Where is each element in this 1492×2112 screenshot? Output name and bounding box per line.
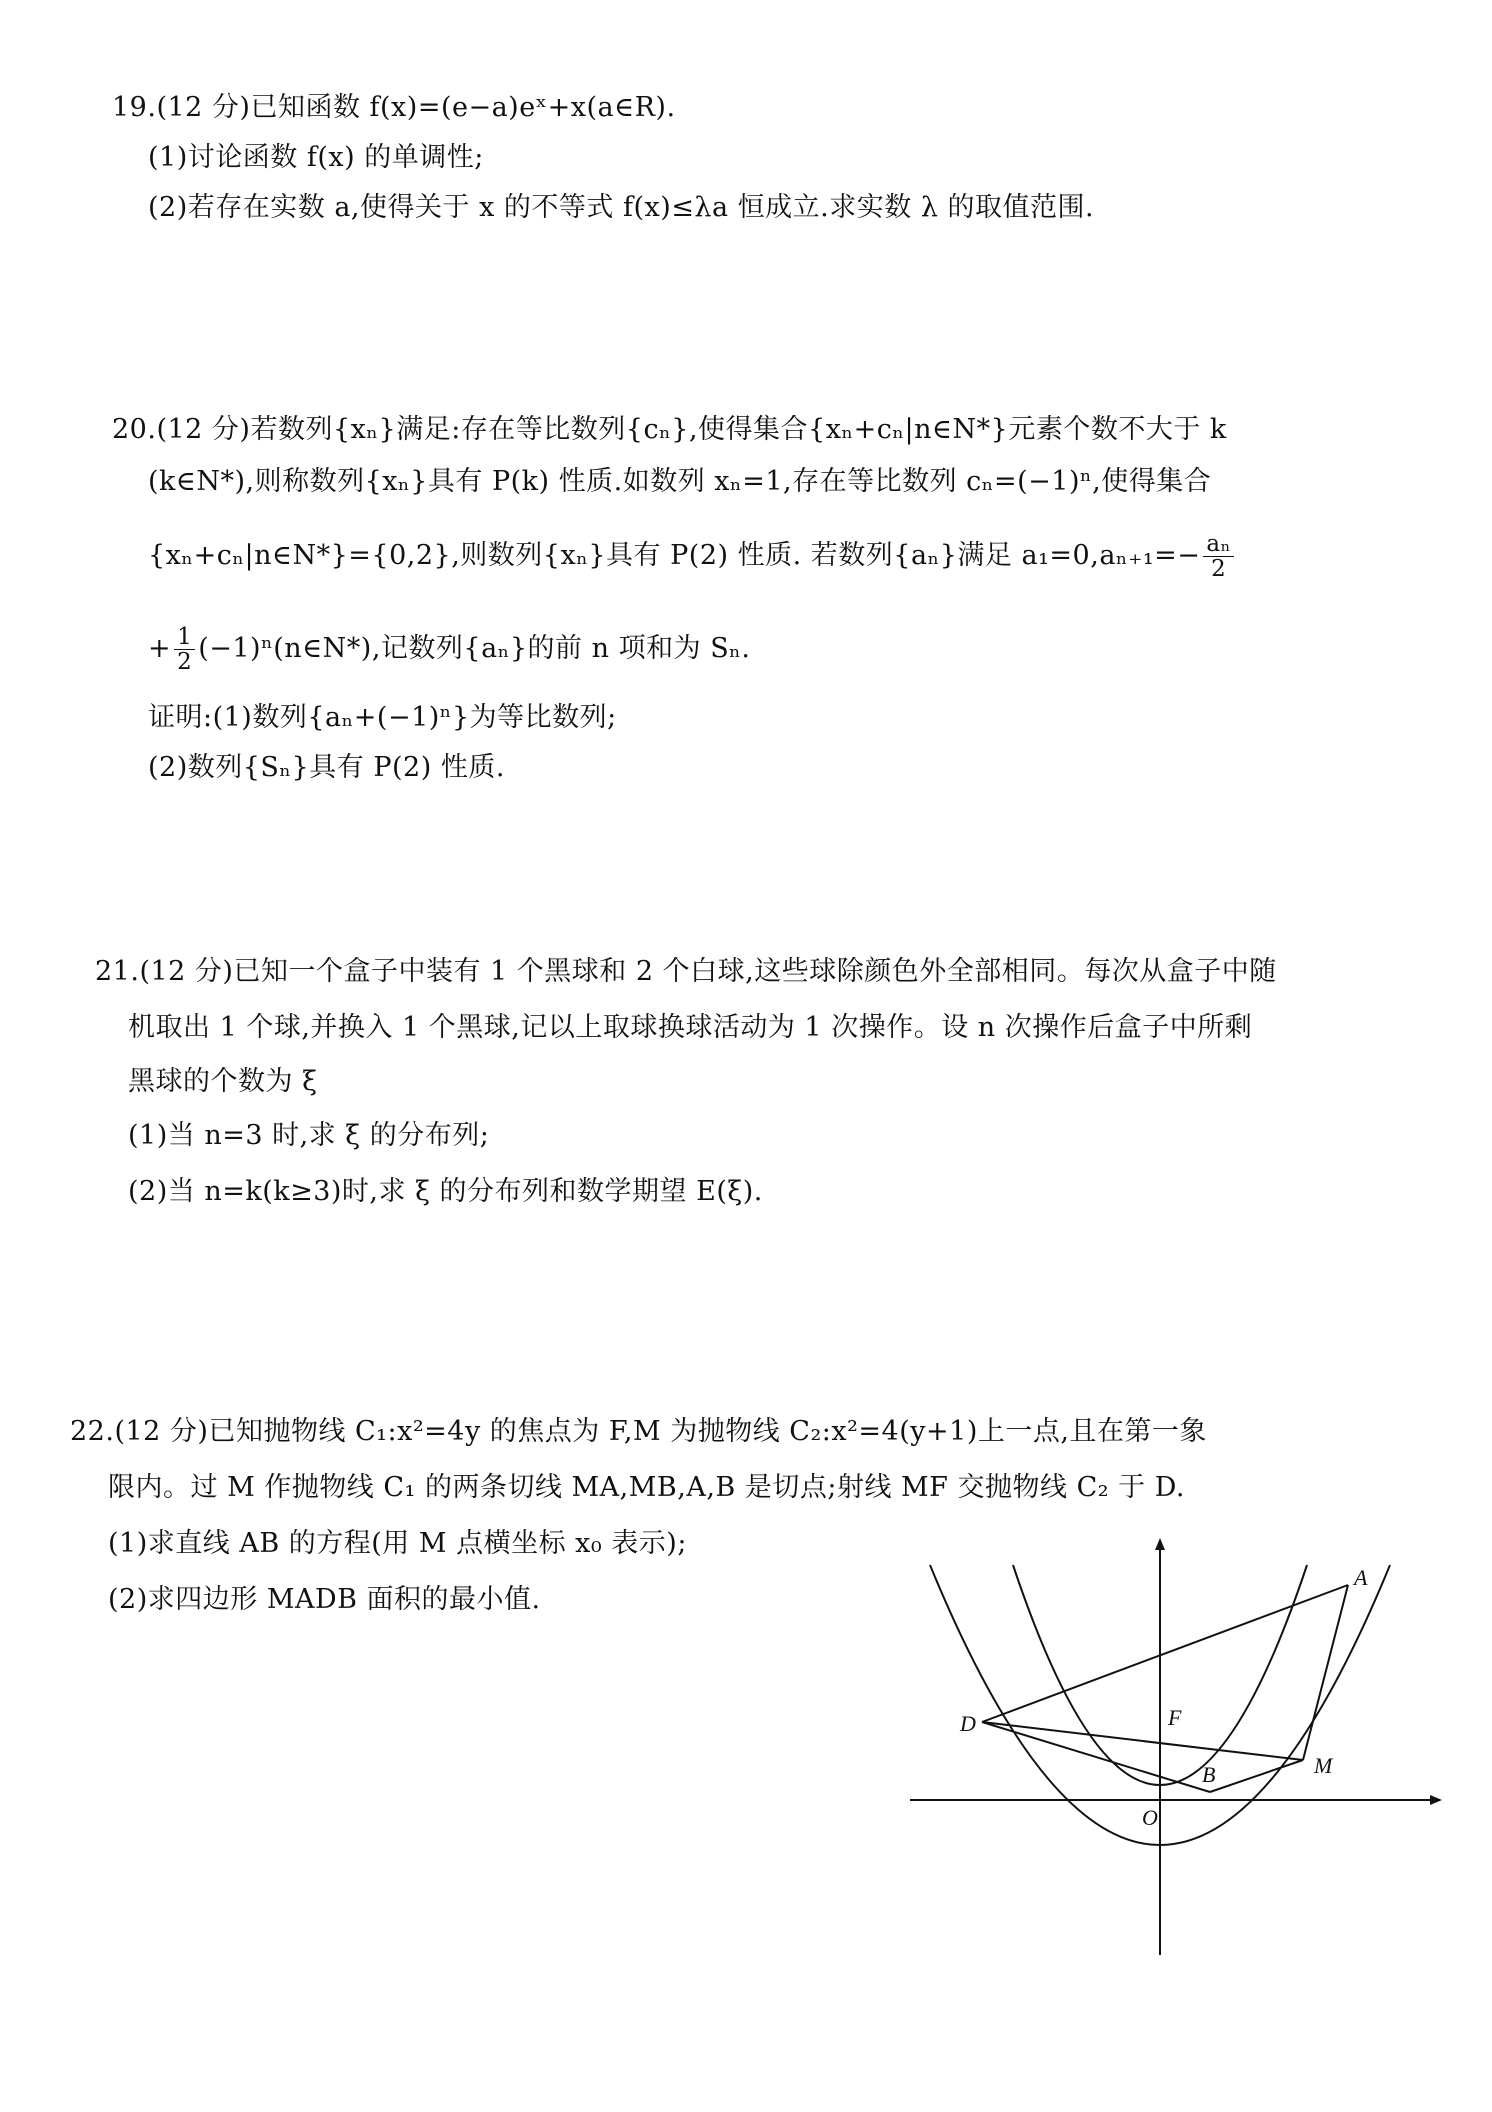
q19-line-2: (1)讨论函数 f(x) 的单调性; xyxy=(148,142,484,173)
q19-line-1: 19.(12 分)已知函数 f(x)=(e−a)eˣ+x(a∈R). xyxy=(112,92,676,123)
segment-bm xyxy=(1210,1760,1303,1792)
label-d: D xyxy=(960,1711,976,1736)
q20-line-3-text: {xₙ+cₙ|n∈N*}={0,2},则数列{xₙ}具有 P(2) 性质. 若数列{aₙ}满足 a₁=0,aₙ₊₁=− xyxy=(148,540,1201,572)
q20-line-2: (k∈N*),则称数列{xₙ}具有 P(k) 性质.如数列 xₙ=1,存在等比数列 cₙ=(−1)ⁿ,使得集合 xyxy=(148,466,1212,497)
q20-line-4-text: (−1)ⁿ(n∈N*),记数列{aₙ}的前 n 项和为 Sₙ. xyxy=(198,633,751,665)
fraction-numerator: aₙ xyxy=(1203,532,1234,557)
label-b: B xyxy=(1202,1762,1216,1787)
fraction-denominator: 2 xyxy=(1211,556,1227,583)
q20-line-5: 证明:(1)数列{aₙ+(−1)ⁿ}为等比数列; xyxy=(148,702,617,733)
q22-line-2: 限内。过 M 作抛物线 C₁ 的两条切线 MA,MB,A,B 是切点;射线 MF 交抛物线 C₂ 于 D. xyxy=(108,1472,1185,1503)
segment-db xyxy=(982,1722,1210,1792)
label-f: F xyxy=(1168,1705,1182,1730)
q21-line-4: (1)当 n=3 时,求 ξ 的分布列; xyxy=(128,1120,490,1151)
parabola-figure xyxy=(910,1535,1450,1965)
label-o: O xyxy=(1142,1805,1158,1830)
q22-line-3: (1)求直线 AB 的方程(用 M 点横坐标 x₀ 表示); xyxy=(108,1528,687,1559)
q21-line-5: (2)当 n=k(k≥3)时,求 ξ 的分布列和数学期望 E(ξ). xyxy=(128,1176,763,1207)
q20-line-6: (2)数列{Sₙ}具有 P(2) 性质. xyxy=(148,752,505,783)
label-a: A xyxy=(1354,1565,1368,1590)
label-m: M xyxy=(1314,1753,1333,1778)
plus-sign: + xyxy=(148,633,172,665)
q21-line-1: 21.(12 分)已知一个盒子中装有 1 个黑球和 2 个白球,这些球除颜色外全部相同。每次从盒子中随 xyxy=(95,956,1277,987)
q22-line-1: 22.(12 分)已知抛物线 C₁:x²=4y 的焦点为 F,M 为抛物线 C₂:x²=4(y+1)上一点,且在第一象 xyxy=(70,1416,1207,1447)
q21-line-3: 黑球的个数为 ξ xyxy=(128,1066,318,1097)
segment-da xyxy=(982,1585,1348,1722)
fraction-an-over-2 xyxy=(1203,532,1234,581)
q21-line-2: 机取出 1 个球,并换入 1 个黑球,记以上取球换球活动为 1 次操作。设 n 次操作后盒子中所剩 xyxy=(128,1012,1253,1043)
fraction-denominator: 2 xyxy=(177,649,193,676)
fraction-numerator: 1 xyxy=(174,625,195,650)
q20-line-4 xyxy=(148,625,750,674)
q20-line-1: 20.(12 分)若数列{xₙ}满足:存在等比数列{cₙ},使得集合{xₙ+cₙ|n∈N*}元素个数不大于 k xyxy=(112,414,1227,445)
fraction-one-half xyxy=(174,625,195,674)
q19-line-3: (2)若存在实数 a,使得关于 x 的不等式 f(x)≤λa 恒成立.求实数 λ 的取值范围. xyxy=(148,192,1095,223)
q20-line-3 xyxy=(148,532,1237,581)
q22-line-4: (2)求四边形 MADB 面积的最小值. xyxy=(108,1584,541,1615)
